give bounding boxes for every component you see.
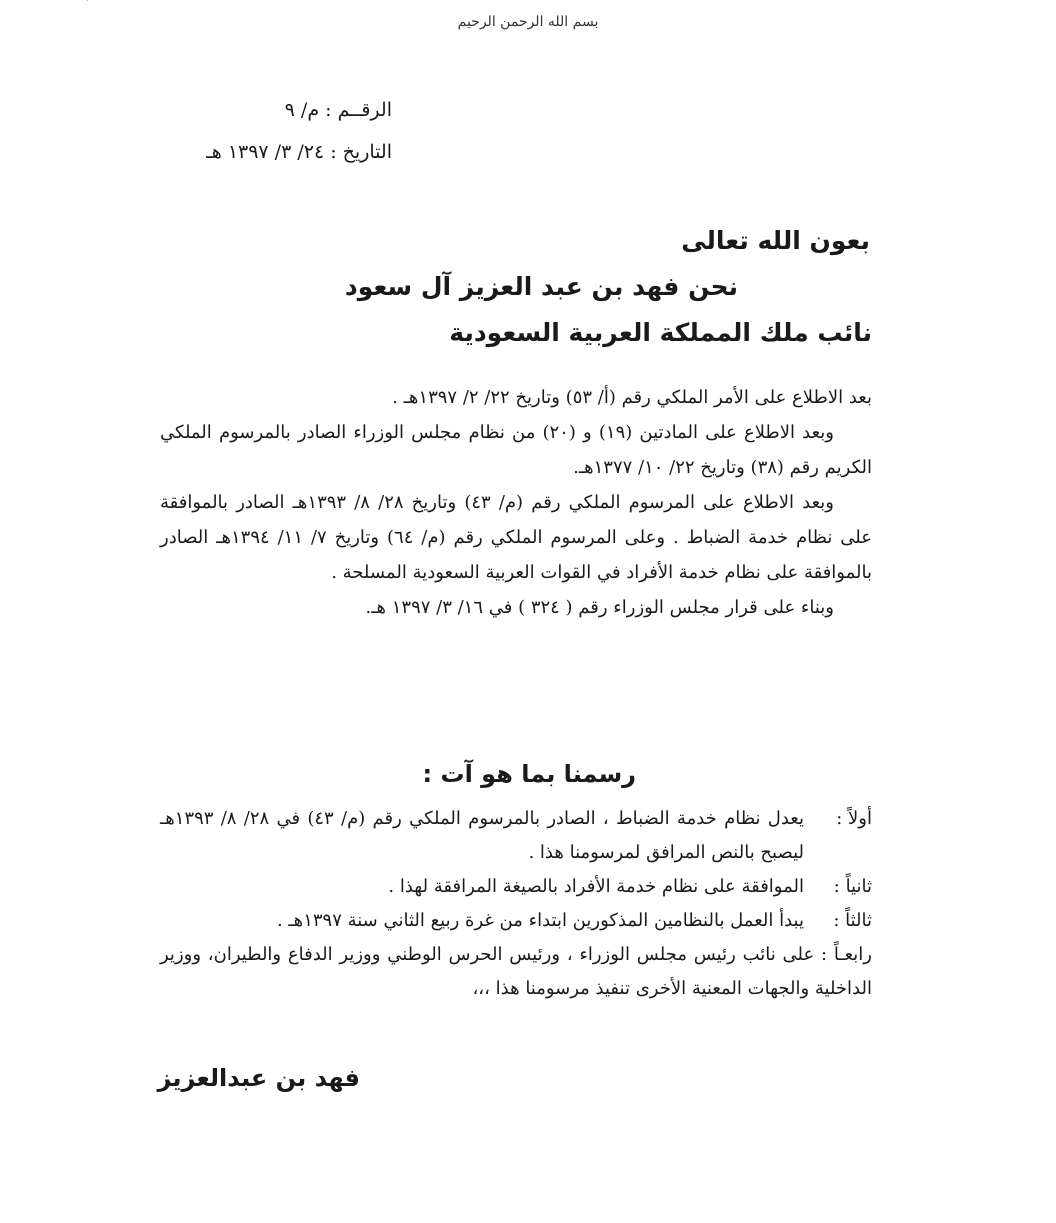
article-item bbox=[160, 904, 872, 938]
preamble-paragraph-4: وبناء على قرار مجلس الوزراء رقم ( ٣٢٤ ) في ١٦/ ٣/ ١٣٩٧ هـ. bbox=[365, 597, 834, 618]
reference-block bbox=[132, 96, 392, 180]
article-label: رابعـاً : bbox=[821, 944, 872, 965]
preamble bbox=[160, 380, 872, 625]
basmala: بسم الله الرحمن الرحيم bbox=[457, 14, 599, 30]
article-label: ثانياً : bbox=[833, 876, 872, 897]
article-text: يبدأ العمل بالنظامين المذكورين ابتداء من غرة ربيع الثاني سنة ١٣٩٧هـ . bbox=[276, 910, 804, 931]
title-position: نائب ملك المملكة العربية السعودية bbox=[449, 318, 872, 347]
article-item bbox=[160, 802, 872, 870]
article-label: أولاً : bbox=[836, 808, 872, 829]
article-item bbox=[160, 938, 872, 1006]
article-item bbox=[160, 870, 872, 904]
reference-number: الرقــم : م/ ٩ bbox=[284, 99, 392, 121]
article-label: ثالثاً : bbox=[833, 910, 872, 931]
article-text: الموافقة على نظام خدمة الأفراد بالصيغة المرافقة لهذا . bbox=[388, 876, 804, 897]
preamble-paragraph-1: بعد الاطلاع على الأمر الملكي رقم (أ/ ٥٣) وتاريخ ٢٢/ ٢/ ١٣٩٧هـ . bbox=[392, 387, 872, 408]
decree-heading: رسمنا بما هو آت : bbox=[422, 760, 636, 788]
preamble-paragraph-2: وبعد الاطلاع على المادتين (١٩) و (٢٠) من نظام مجلس الوزراء الصادر بالمرسوم الملكي الكريم رقم (٣٨) وتاريخ ٢٢/ ١٠/ ١٣٧٧هـ. bbox=[160, 422, 872, 478]
articles-list bbox=[160, 802, 872, 1006]
preamble-paragraph-3: وبعد الاطلاع على المرسوم الملكي رقم (م/ ٤٣) وتاريخ ٢٨/ ٨/ ١٣٩٣هـ الصادر بالموافقة على نظام خدمة الضباط . وعلى المرسوم الملكي رقم (م/ ٦٤) وتاريخ ٧/ ١١/ ١٣٩٤هـ الصادر بالموافقة على نظام خدمة الأفراد في القوات العربية السعودية المسلحة . bbox=[160, 492, 872, 583]
corner-mark bbox=[86, 0, 114, 14]
reference-date: التاريخ : ٢٤/ ٣/ ١٣٩٧ هـ bbox=[206, 141, 392, 163]
article-text: على نائب رئيس مجلس الوزراء ، ورئيس الحرس الوطني ووزير الدفاع والطيران، ووزير الداخلية والجهات المعنية الأخرى تنفيذ مرسومنا هذا ،،، bbox=[160, 944, 872, 999]
article-text: يعدل نظام خدمة الضباط ، الصادر بالمرسوم الملكي رقم (م/ ٤٣) في ٢٨/ ٨/ ١٣٩٣هـ ليصبح بالنص المرافق لمرسومنا هذا . bbox=[160, 808, 804, 863]
title-issuer: نحن فهد بن عبد العزيز آل سعود bbox=[344, 272, 738, 301]
signature: فهد بن عبدالعزيز bbox=[157, 1064, 360, 1092]
title-invocation: بعون الله تعالى bbox=[681, 226, 870, 255]
